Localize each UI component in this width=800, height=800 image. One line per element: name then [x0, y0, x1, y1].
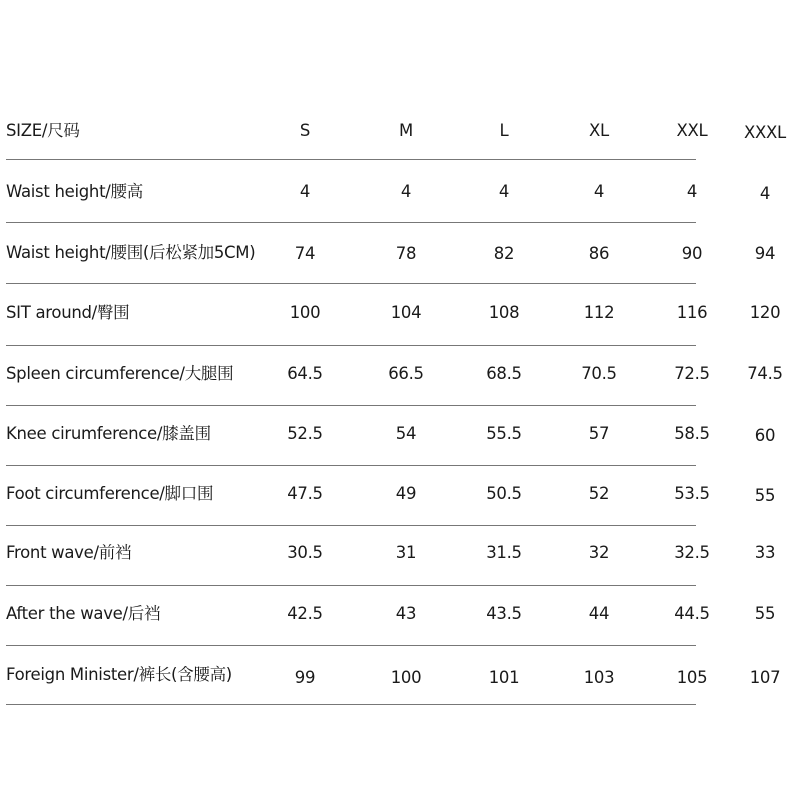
cell-value: 107: [749, 668, 781, 687]
cell-value: 86: [588, 244, 610, 263]
cell-value: 33: [754, 543, 776, 562]
table-row: [0, 594, 800, 634]
cell-value: 60: [754, 426, 776, 445]
table-row: [0, 414, 800, 454]
header-size-xxl: XXL: [676, 121, 708, 140]
table-row: [0, 293, 800, 333]
table-row: [0, 474, 800, 514]
divider: [6, 585, 696, 586]
divider: [6, 405, 696, 406]
divider: [6, 222, 696, 223]
cell-value: 108: [488, 303, 520, 322]
divider: [6, 159, 696, 160]
cell-value: 32: [588, 543, 610, 562]
cell-value: 49: [395, 484, 417, 503]
row-label: Waist height/腰高: [6, 182, 143, 201]
row-label: Foot circumference/脚口围: [6, 484, 214, 503]
table-row: [0, 233, 800, 273]
cell-value: 103: [583, 668, 615, 687]
cell-value: 52: [588, 484, 610, 503]
cell-value: 100: [289, 303, 321, 322]
divider: [6, 704, 696, 705]
table-header-row: [0, 111, 800, 151]
row-label: Foreign Minister/裤长(含腰高): [6, 665, 232, 684]
cell-value: 31: [395, 543, 417, 562]
divider: [6, 525, 696, 526]
cell-value: 100: [390, 668, 422, 687]
header-size-l: L: [499, 121, 509, 140]
cell-value: 4: [400, 182, 412, 201]
cell-value: 57: [588, 424, 610, 443]
cell-value: 66.5: [388, 364, 424, 383]
cell-value: 105: [676, 668, 708, 687]
cell-value: 43.5: [486, 604, 522, 623]
cell-value: 44.5: [674, 604, 710, 623]
cell-value: 30.5: [287, 543, 323, 562]
cell-value: 64.5: [287, 364, 323, 383]
cell-value: 50.5: [486, 484, 522, 503]
divider: [6, 283, 696, 284]
table-row: [0, 533, 800, 573]
cell-value: 32.5: [674, 543, 710, 562]
cell-value: 4: [498, 182, 510, 201]
cell-value: 31.5: [486, 543, 522, 562]
cell-value: 4: [686, 182, 698, 201]
cell-value: 101: [488, 668, 520, 687]
cell-value: 52.5: [287, 424, 323, 443]
cell-value: 68.5: [486, 364, 522, 383]
cell-value: 42.5: [287, 604, 323, 623]
row-label: Knee cirumference/膝盖围: [6, 424, 211, 443]
table-row: [0, 655, 800, 695]
cell-value: 43: [395, 604, 417, 623]
cell-value: 55.5: [486, 424, 522, 443]
cell-value: 55: [754, 604, 776, 623]
cell-value: 74: [294, 244, 316, 263]
cell-value: 94: [754, 244, 776, 263]
cell-value: 47.5: [287, 484, 323, 503]
cell-value: 4: [593, 182, 605, 201]
header-size-xl: XL: [589, 121, 609, 140]
row-label: Front wave/前裆: [6, 543, 132, 562]
cell-value: 4: [299, 182, 311, 201]
row-label: After the wave/后裆: [6, 604, 161, 623]
cell-value: 74.5: [747, 364, 783, 383]
header-label: SIZE/尺码: [6, 121, 80, 140]
cell-value: 90: [681, 244, 703, 263]
cell-value: 82: [493, 244, 515, 263]
table-row: [0, 172, 800, 212]
cell-value: 44: [588, 604, 610, 623]
row-label: SIT around/臀围: [6, 303, 130, 322]
table-row: [0, 354, 800, 394]
cell-value: 55: [754, 486, 776, 505]
cell-value: 120: [749, 303, 781, 322]
divider: [6, 465, 696, 466]
cell-value: 54: [395, 424, 417, 443]
cell-value: 99: [294, 668, 316, 687]
cell-value: 58.5: [674, 424, 710, 443]
cell-value: 78: [395, 244, 417, 263]
header-size-m: M: [399, 121, 413, 140]
cell-value: 70.5: [581, 364, 617, 383]
divider: [6, 345, 696, 346]
cell-value: 116: [676, 303, 708, 322]
header-size-xxxl: XXXL: [744, 123, 786, 142]
cell-value: 104: [390, 303, 422, 322]
header-size-s: S: [299, 121, 311, 140]
cell-value: 72.5: [674, 364, 710, 383]
row-label: Spleen circumference/大腿围: [6, 364, 234, 383]
cell-value: 4: [759, 184, 771, 203]
divider: [6, 645, 696, 646]
row-label: Waist height/腰围(后松紧加5CM): [6, 243, 256, 262]
cell-value: 112: [583, 303, 615, 322]
cell-value: 53.5: [674, 484, 710, 503]
